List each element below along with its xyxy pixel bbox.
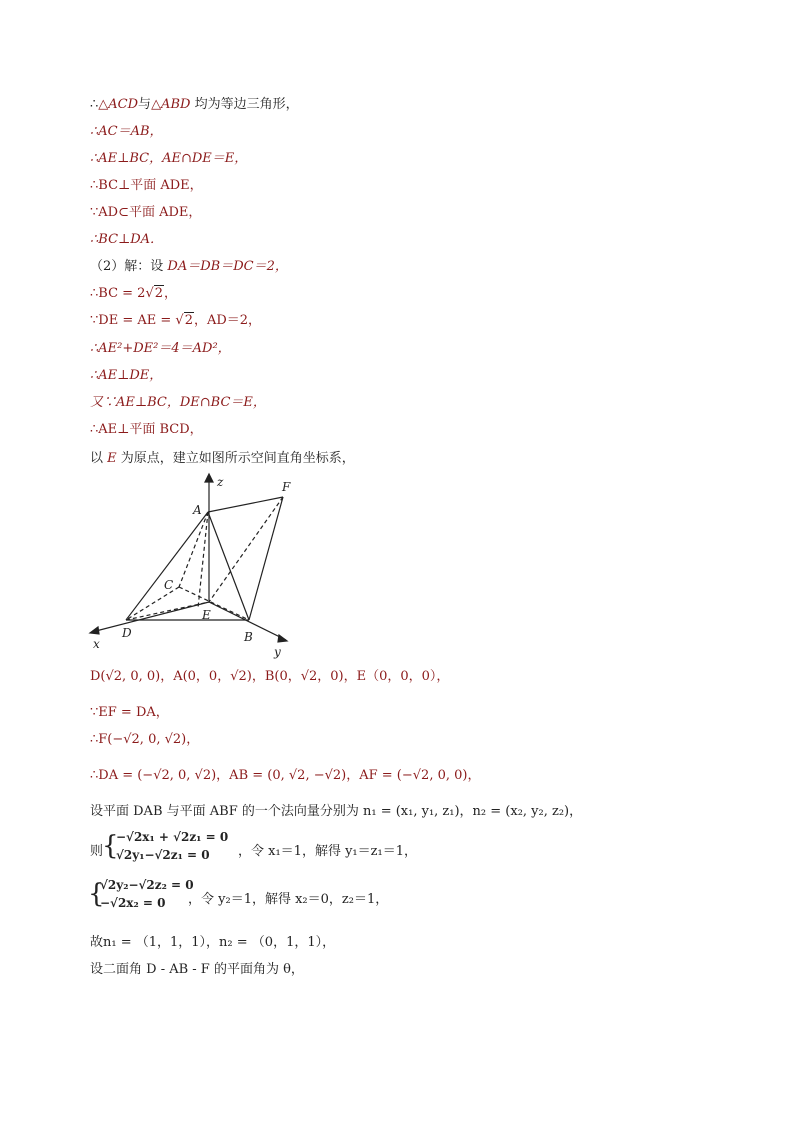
system-2-row-2: −√2x₂ = 0: [100, 896, 166, 910]
equation-system-2: [88, 876, 508, 916]
axis-x-arrow: [90, 627, 99, 634]
geometry-figure: [86, 470, 306, 660]
system-1-prefix: 则: [90, 844, 104, 859]
edge-DE-hidden: [126, 602, 209, 620]
brace-2: {: [88, 879, 105, 909]
text-line-11: ∴AE⊥DE，: [90, 368, 163, 383]
f-line: ∴F(−√2, 0, √2)，: [90, 732, 200, 747]
label-B: B: [244, 630, 253, 644]
system-1-row-1: −√2x₁ + √2z₁ = 0: [116, 830, 229, 844]
text-line-5: ∵AD⊂平面 ADE，: [90, 205, 202, 220]
brace-1: {: [102, 831, 119, 861]
axis-z-arrow: [205, 474, 213, 482]
label-x: x: [93, 637, 100, 651]
text-line-10: ∴AE²+DE²＝4＝AD²，: [90, 341, 231, 356]
axis-x: [92, 602, 209, 632]
system-1-solution: ，令 x₁＝1，解得 y₁＝z₁＝1，: [238, 844, 417, 859]
text-line-6: ∴BC⊥DA．: [90, 232, 164, 247]
system-1-row-2: √2y₁−√2z₁ = 0: [116, 848, 210, 862]
label-E: E: [202, 608, 211, 622]
text-line-12: 又∵AE⊥BC，DE∩BC＝E，: [90, 395, 266, 410]
edge-AF-diag-hidden: [209, 497, 283, 602]
equation-system-1: [88, 828, 508, 868]
result-line: 故n₁ = （1，1，1），n₂ = （0，1，1），: [90, 935, 336, 950]
text-line-1: ∴△ACD与△ABD 均为等边三角形，: [90, 97, 299, 112]
normals-line: 设平面 DAB 与平面 ABF 的一个法向量分别为 n₁ = (x₁, y₁, z₁)，n₂ = (x₂, y₂, z₂)，: [90, 804, 583, 819]
edge-AD: [126, 512, 208, 620]
edge-FB: [249, 497, 283, 620]
system-2-solution: ，令 y₂＝1，解得 x₂＝0，z₂＝1，: [188, 892, 389, 907]
vectors-line: ∴DA = (−√2, 0, √2)，AB = (0, √2, −√2)，AF = (−√2, 0, 0)，: [90, 768, 481, 783]
label-A: A: [193, 503, 202, 517]
text-line-13: ∴AE⊥平面 BCD，: [90, 422, 203, 437]
text-line-14: 以 E 为原点，建立如图所示空间直角坐标系，: [90, 451, 355, 466]
axis-y-arrow: [278, 635, 287, 642]
text-line-3: ∴AE⊥BC，AE∩DE＝E，: [90, 151, 248, 166]
label-D: D: [122, 626, 132, 640]
ef-line: ∵EF = DA，: [90, 705, 169, 720]
label-y: y: [274, 645, 281, 659]
text-line-4: ∴BC⊥平面 ADE，: [90, 178, 203, 193]
last-line: 设二面角 D - AB - F 的平面角为 θ，: [90, 962, 304, 977]
text-line-9: ∵DE = AE = √2，AD＝2，: [90, 313, 262, 328]
text-line-7: （2）解：设 DA＝DB＝DC＝2，: [90, 259, 288, 274]
text-line-2: ∴AC＝AB，: [90, 124, 163, 139]
label-F: F: [282, 480, 291, 494]
label-z: z: [217, 475, 224, 489]
coords-line: D(√2, 0, 0)，A(0，0，√2)，B(0，√2，0)，E（0，0，0），: [90, 669, 450, 684]
text-line-8: ∴BC = 2√2，: [90, 286, 178, 301]
label-C: C: [164, 578, 174, 592]
edge-AF: [208, 497, 283, 512]
system-2-row-1: √2y₂−√2z₂ = 0: [100, 878, 194, 892]
